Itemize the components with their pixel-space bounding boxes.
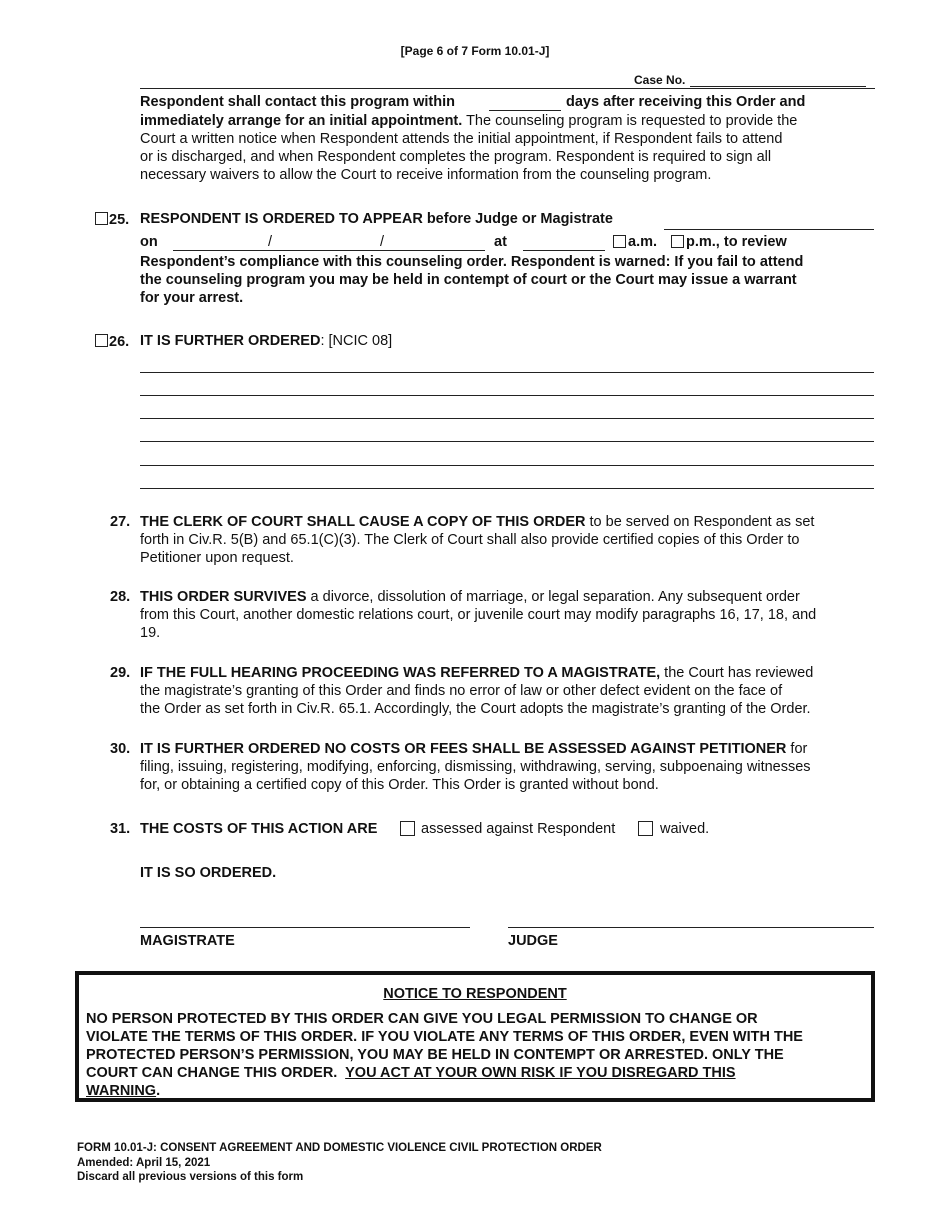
counseling-text-2: days after receiving this Order and (566, 94, 806, 110)
item-30-text-2: filing, issuing, registering, modifying, enforcing, dismissing, withdrawing, serving, subpoenaing witnesses (140, 759, 811, 775)
item-27-number: 27. (110, 514, 131, 530)
item-27-text-1 (140, 513, 870, 531)
am-label: a.m. (628, 234, 658, 250)
item-28-number: 28. (110, 589, 131, 605)
pm-label: p.m., to review (686, 234, 787, 250)
item-28-text-2: from this Court, another domestic relations court, or juvenile court may modify paragraphs 16, 17, 18, and (140, 607, 817, 623)
so-ordered: IT IS SO ORDERED. (140, 865, 277, 881)
notice-line-1: NO PERSON PROTECTED BY THIS ORDER CAN GIVE YOU LEGAL PERMISSION TO CHANGE OR (86, 1011, 758, 1027)
item-28-bold: THIS ORDER SURVIVES (140, 589, 307, 605)
further-order-line-2[interactable] (140, 395, 874, 396)
item-25-checkbox[interactable] (95, 212, 108, 225)
page-label: [Page 6 of 7 Form 10.01-J] (400, 44, 550, 58)
further-order-line-3[interactable] (140, 418, 874, 419)
item-29-rest: the Court has reviewed (660, 665, 814, 681)
counseling-text-1: Respondent shall contact this program within (140, 94, 455, 110)
notice-title: NOTICE TO RESPONDENT (383, 986, 567, 1002)
item-26-code: : [NCIC 08] (320, 333, 393, 349)
item-25-text-2: the counseling program you may be held in contempt of court or the Court may issue a warrant (140, 272, 797, 288)
further-order-line-6[interactable] (140, 488, 874, 489)
footer-amended: Amended: April 15, 2021 (77, 1156, 211, 1169)
costs-waived-label: waived. (660, 821, 710, 837)
item-29-bold: IF THE FULL HEARING PROCEEDING WAS REFERRED TO A MAGISTRATE, (140, 665, 661, 681)
item-26-title: IT IS FURTHER ORDERED (140, 333, 321, 349)
item-28-text-1 (140, 588, 870, 606)
costs-assessed-checkbox[interactable] (400, 821, 415, 836)
item-30-bold: IT IS FURTHER ORDERED NO COSTS OR FEES SHALL BE ASSESSED AGAINST PETITIONER (140, 741, 787, 757)
counseling-bold-3: immediately arrange for an initial appointment. (140, 113, 463, 129)
item-27-rest: to be served on Respondent as set (585, 514, 815, 530)
notice-line-5 (86, 1082, 160, 1100)
item-25-text-1: Respondent’s compliance with this counseling order. Respondent is warned: If you fail to attend (140, 254, 804, 270)
item-25-at: at (494, 234, 507, 250)
costs-assessed-label: assessed against Respondent (421, 821, 616, 837)
am-checkbox[interactable] (613, 235, 626, 248)
counseling-text-5: or is discharged, and when Respondent completes the program. Respondent is required to sign all (140, 149, 772, 165)
further-order-line-5[interactable] (140, 465, 874, 466)
notice-line-4-plain: COURT CAN CHANGE THIS ORDER. (86, 1065, 346, 1081)
judge-label: JUDGE (508, 933, 558, 949)
notice-line-5-end: . (156, 1083, 161, 1099)
item-25-heading: RESPONDENT IS ORDERED TO APPEAR before Judge or Magistrate (140, 211, 613, 227)
notice-warning-word: WARNING (86, 1083, 157, 1099)
item-26-heading (140, 333, 392, 349)
item-26-number: 26. (109, 334, 130, 350)
further-order-line-1[interactable] (140, 372, 874, 373)
magistrate-label: MAGISTRATE (140, 933, 235, 949)
notice-line-3: PROTECTED PERSON’S PERMISSION, YOU MAY BE HELD IN CONTEMPT OR ARRESTED. ONLY THE (86, 1047, 784, 1063)
hearing-time-field[interactable] (523, 250, 605, 251)
header-rule (140, 88, 875, 89)
notice-line-4 (86, 1064, 736, 1082)
item-25-text-3: for your arrest. (140, 290, 244, 306)
item-26-checkbox[interactable] (95, 334, 108, 347)
date-slash-1: / (268, 234, 273, 250)
counseling-text-6: necessary waivers to allow the Court to receive information from the counseling program. (140, 167, 712, 183)
item-29-text-3: the Order as set forth in Civ.R. 65.1. Accordingly, the Court adopts the magistrate’s granting of the Order. (140, 701, 811, 717)
costs-waived-checkbox[interactable] (638, 821, 653, 836)
counseling-rest-3: The counseling program is requested to provide the (462, 113, 798, 129)
further-order-line-4[interactable] (140, 441, 874, 442)
pm-checkbox[interactable] (671, 235, 684, 248)
item-30-text-3: for, or obtaining a certified copy of this Order. This Order is granted without bond. (140, 777, 659, 793)
date-slash-2: / (380, 234, 385, 250)
item-30-number: 30. (110, 741, 131, 757)
case-no-label: Case No. (634, 73, 686, 87)
days-field[interactable] (489, 110, 561, 111)
counseling-text-3 (140, 112, 870, 130)
item-27-text-2: forth in Civ.R. 5(B) and 65.1(C)(3). The Clerk of Court shall also provide certified copies of this Order to (140, 532, 800, 548)
judge-magistrate-name-field[interactable] (664, 229, 874, 230)
item-27-text-3: Petitioner upon request. (140, 550, 294, 566)
counseling-text-4: Court a written notice when Respondent attends the initial appointment, if Respondent fails to attend (140, 131, 783, 147)
magistrate-signature-line[interactable] (140, 927, 470, 928)
form-footer (77, 1141, 602, 1185)
notice-line-4-underlined: YOU ACT AT YOUR OWN RISK IF YOU DISREGARD THIS (345, 1065, 736, 1081)
judge-signature-line[interactable] (508, 927, 874, 928)
footer-discard: Discard all previous versions of this form (77, 1171, 304, 1183)
item-25-number: 25. (109, 212, 130, 228)
item-29-text-1 (140, 664, 870, 682)
item-28-rest: a divorce, dissolution of marriage, or legal separation. Any subsequent order (306, 589, 800, 605)
notice-box (75, 971, 875, 1102)
footer-form-title: FORM 10.01-J: CONSENT AGREEMENT AND DOMESTIC VIOLENCE CIVIL PROTECTION ORDER (77, 1142, 602, 1154)
item-30-text-1 (140, 740, 870, 758)
item-25-on: on (140, 234, 158, 250)
item-31-number: 31. (110, 821, 131, 837)
item-31-heading: THE COSTS OF THIS ACTION ARE (140, 821, 378, 837)
item-29-text-2: the magistrate’s granting of this Order and finds no error of law or other defect evident on the face of (140, 683, 783, 699)
hearing-date-field[interactable] (173, 250, 485, 251)
item-28-text-3: 19. (140, 625, 161, 641)
item-30-rest: for (786, 741, 808, 757)
case-no-field[interactable] (690, 86, 866, 87)
notice-line-2: VIOLATE THE TERMS OF THIS ORDER. IF YOU VIOLATE ANY TERMS OF THIS ORDER, EVEN WITH THE (86, 1029, 803, 1045)
item-29-number: 29. (110, 665, 131, 681)
item-27-bold: THE CLERK OF COURT SHALL CAUSE A COPY OF THIS ORDER (140, 514, 586, 530)
